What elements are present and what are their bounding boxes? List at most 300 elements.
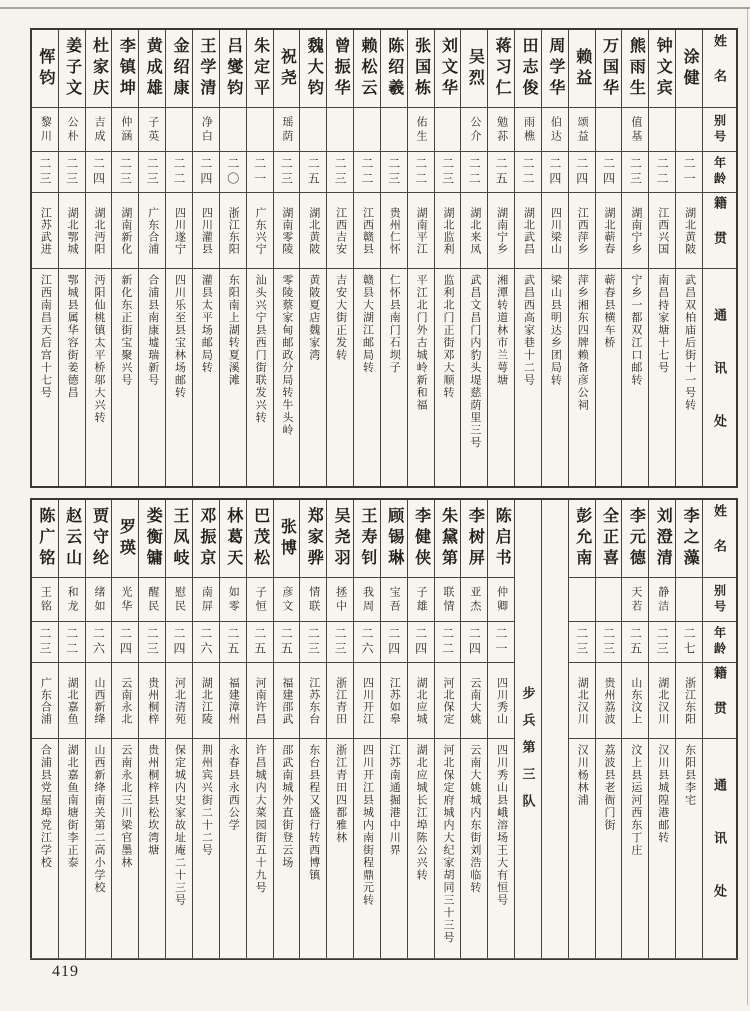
person-native-place-cell: 四川梁山 [542,193,568,269]
person-age-cell: 二二 [649,152,675,193]
person-name-cell: 王寿钊 [354,500,380,578]
person-native-place-cell: 湖北应城 [408,663,434,739]
person-native-place-cell: 湖北汉川 [569,663,595,739]
person-name-cell: 田志俊 [515,30,541,108]
person-age-cell: 二三 [435,152,461,193]
person-native-place-cell: 江西萍乡 [569,193,595,269]
person-alias-cell [354,108,380,152]
person-column [541,30,568,486]
blank-column [541,500,568,958]
person-age-cell: 二三 [59,152,85,193]
person-native-place-cell: 四川开江 [354,663,380,739]
person-column [460,30,487,486]
person-name-cell: 金绍康 [166,30,192,108]
person-address-cell: 新化东正街宝聚兴号 [119,274,132,387]
person-age-cell: 二二 [59,622,85,663]
person-alias-cell [596,108,622,152]
person-name-cell: 刘澄清 [649,500,675,578]
person-age-cell: 二三 [327,152,353,193]
person-column [246,500,273,958]
person-address-cell: 蕲春县横车桥 [603,274,616,349]
person-name-cell: 涂健 [676,30,702,108]
person-name-cell: 赖益 [569,30,595,108]
person-age-cell: 二四 [569,152,595,193]
person-address-cell: 吉安大街正发转 [334,274,347,362]
person-column [514,30,541,486]
person-name-cell: 吴尧羽 [327,500,353,578]
person-native-place-cell: 云南永北 [112,663,138,739]
person-address-cell: 湖北应城长江埠陈公兴转 [415,744,428,882]
person-name-cell: 张博 [274,500,300,578]
person-age-cell: 二三 [112,152,138,193]
person-column [380,30,407,486]
person-column [380,500,407,958]
person-age-cell: 二六 [193,622,219,663]
person-address-cell: 东阳南上湖转夏溪滩 [227,274,240,387]
person-age-cell: 二三 [569,622,595,663]
person-column [621,500,648,958]
person-name-cell: 陈绍羲 [381,30,407,108]
person-age-cell: 二三 [596,622,622,663]
unit-label-column [514,500,541,958]
person-column [460,500,487,958]
person-name-cell: 吕燮钧 [220,30,246,108]
person-column [675,500,702,958]
person-address-cell: 平江北门外古城岭新和福 [415,274,428,412]
header-alias: 别号 [703,108,736,152]
person-native-place-cell: 湖北鄂城 [59,193,85,269]
person-address-cell: 监利北门正街邓大顺转 [441,274,454,399]
person-alias-cell [435,108,461,152]
person-address-cell: 四川秀山县峨溶场王大有恒号 [495,744,508,907]
scan-edge-top [0,7,750,9]
person-native-place-cell: 湖北沔阳 [86,193,112,269]
person-address-cell: 贵州桐梓县松坎湾塘 [146,744,159,857]
person-age-cell: 二一 [676,152,702,193]
person-column [111,30,138,486]
person-native-place-cell: 江西赣县 [354,193,380,269]
person-name-cell: 娄衡镛 [139,500,165,578]
person-address-cell: 浙江青田四都雅林 [334,744,347,844]
person-column [32,30,58,486]
person-native-place-cell: 湖北嘉鱼 [59,663,85,739]
person-name-cell: 邓振京 [193,500,219,578]
person-name-cell: 李元德 [622,500,648,578]
person-column [487,30,514,486]
person-column [326,30,353,486]
person-address-cell: 武昌西高家巷十二号 [522,274,535,387]
person-address-cell: 湘潭转道林市兰萼塘 [495,274,508,387]
person-address-cell: 南昌持家塘十七号 [656,274,669,374]
roster-table-top [30,28,738,488]
person-native-place-cell: 山西新绛 [86,663,112,739]
person-column [111,500,138,958]
person-native-place-cell: 贵州荔波 [596,663,622,739]
person-native-place-cell: 山东汶上 [622,663,648,739]
person-name-cell: 万国华 [596,30,622,108]
person-age-cell: 二四 [86,152,112,193]
person-column [85,500,112,958]
person-native-place-cell: 福建漳州 [220,663,246,739]
person-age-cell: 二二 [515,152,541,193]
person-alias-cell: 慰民 [166,578,192,622]
header-native-place: 籍贯 [703,663,736,739]
person-native-place-cell: 湖北蕲春 [596,193,622,269]
person-alias-cell: 联情 [435,578,461,622]
person-alias-cell: 彦文 [274,578,300,622]
person-age-cell: 二三 [139,152,165,193]
person-native-place-cell: 浙江青田 [327,663,353,739]
person-alias-cell: 净白 [193,108,219,152]
person-alias-cell [676,108,702,152]
person-alias-cell [166,108,192,152]
person-alias-cell [596,578,622,622]
person-name-cell: 全正喜 [596,500,622,578]
person-native-place-cell: 湖南宁乡 [488,193,514,269]
person-alias-cell: 子英 [139,108,165,152]
person-age-cell: 二三 [139,622,165,663]
person-alias-cell: 天若 [622,578,648,622]
person-column [219,30,246,486]
header-native-place: 籍贯 [703,193,736,269]
person-address-cell: 四川开江县城内南街程鼎元转 [361,744,374,907]
person-alias-cell: 王铭 [32,578,58,622]
person-address-cell: 江西南昌天后宫十七号 [39,274,52,399]
person-age-cell: 二二 [408,152,434,193]
header-alias: 别号 [703,578,736,622]
header-address: 通讯处 [712,778,727,937]
person-address-cell: 汉川杨林浦 [576,744,589,807]
person-alias-cell: 值基 [622,108,648,152]
person-column [326,500,353,958]
person-name-cell: 钟文宾 [649,30,675,108]
person-column [353,500,380,958]
person-name-cell: 周学华 [542,30,568,108]
person-native-place-cell: 湖北监利 [435,193,461,269]
person-alias-cell: 醒民 [139,578,165,622]
person-age-cell: 二四 [193,152,219,193]
header-column [702,500,736,958]
person-column [487,500,514,958]
person-age-cell: 二四 [596,152,622,193]
person-age-cell: 二四 [408,622,434,663]
person-address-cell: 四川乐至县宝林场邮转 [173,274,186,399]
person-name-cell: 朱黛第 [435,500,461,578]
person-name-cell: 李健侠 [408,500,434,578]
person-column [165,30,192,486]
person-alias-cell [220,108,246,152]
person-column [32,500,58,958]
person-age-cell: 二三 [649,622,675,663]
person-alias-cell [649,108,675,152]
person-native-place-cell: 湖北汉川 [649,663,675,739]
person-age-cell: 二五 [220,622,246,663]
person-alias-cell: 情联 [300,578,326,622]
person-column [246,30,273,486]
scan-edge-right [747,7,748,1005]
person-address-cell: 江苏南通掘港中川界 [388,744,401,857]
person-age-cell: 二六 [354,622,380,663]
person-address-cell: 汶上县运河西东丁庄 [629,744,642,857]
person-age-cell: 二一 [488,622,514,663]
unit-label: 步兵第三队 [520,686,536,821]
person-native-place-cell: 福建邵武 [274,663,300,739]
person-address-cell: 荔波县老衙门街 [603,744,616,832]
person-alias-cell: 雨樵 [515,108,541,152]
person-column [675,30,702,486]
person-alias-cell: 南屏 [193,578,219,622]
person-alias-cell [247,108,273,152]
person-column [299,500,326,958]
person-native-place-cell: 江苏武进 [32,193,58,269]
person-column [407,500,434,958]
person-column [273,30,300,486]
person-age-cell: 二四 [461,622,487,663]
person-column [434,30,461,486]
person-alias-cell: 仲涵 [112,108,138,152]
person-name-cell: 曾振华 [327,30,353,108]
person-alias-cell: 绪如 [86,578,112,622]
header-column [702,30,736,486]
person-age-cell: 二四 [542,152,568,193]
person-address-cell: 保定城内史家故址庵二十三号 [173,744,186,907]
person-address-cell: 荆州宾兴街二十二号 [200,744,213,857]
person-address-cell: 黄陂夏店魏家湾 [307,274,320,362]
person-alias-cell: 瑶荫 [274,108,300,152]
person-name-cell: 罗瑛 [112,500,138,578]
header-age: 年龄 [703,152,736,193]
person-column [648,30,675,486]
person-column [85,30,112,486]
person-alias-cell: 吉成 [86,108,112,152]
person-alias-cell: 光华 [112,578,138,622]
person-name-cell: 李树屏 [461,500,487,578]
person-name-cell: 张国栋 [408,30,434,108]
person-address-cell: 赣县大湖江邮局转 [361,274,374,374]
person-name-cell: 恽钧 [32,30,58,108]
person-address-cell: 合浦县南康墟瑞新号 [146,274,159,387]
person-address-cell: 邵武南城外直街登云场 [280,744,293,869]
person-column [407,30,434,486]
person-name-cell: 林葛天 [220,500,246,578]
person-alias-cell: 公朴 [59,108,85,152]
person-alias-cell [381,108,407,152]
person-age-cell: 二三 [274,152,300,193]
person-address-cell: 合浦县党屋埠党江学校 [39,744,52,869]
person-column [353,30,380,486]
person-name-cell: 王凤岐 [166,500,192,578]
person-native-place-cell: 江苏如皋 [381,663,407,739]
header-name: 姓名 [703,500,736,578]
person-name-cell: 赖松云 [354,30,380,108]
person-alias-cell: 我周 [354,578,380,622]
person-alias-cell [327,108,353,152]
person-native-place-cell: 广东合浦 [139,193,165,269]
person-alias-cell [300,108,326,152]
person-age-cell: 二三 [300,622,326,663]
person-age-cell: 二五 [622,622,648,663]
person-column [219,500,246,958]
header-address: 通讯处 [712,308,727,467]
person-alias-cell: 子雄 [408,578,434,622]
person-alias-cell: 佑生 [408,108,434,152]
header-age: 年龄 [703,622,736,663]
person-native-place-cell: 四川秀山 [488,663,514,739]
person-age-cell: 二四 [112,622,138,663]
person-alias-cell: 宝吾 [381,578,407,622]
person-column [192,30,219,486]
person-name-cell: 贾守纶 [86,500,112,578]
person-alias-cell: 亚杰 [461,578,487,622]
person-age-cell: 二四 [166,622,192,663]
person-native-place-cell: 广东兴宁 [247,193,273,269]
person-alias-cell: 公介 [461,108,487,152]
person-native-place-cell: 浙江东阳 [220,193,246,269]
person-address-cell: 云南永北三川梁官墨林 [119,744,132,869]
person-age-cell: 二六 [86,622,112,663]
person-name-cell: 黄成雄 [139,30,165,108]
person-column [568,500,595,958]
person-address-cell: 湖北嘉鱼南塘街李正泰 [66,744,79,869]
person-alias-cell: 颂益 [569,108,595,152]
person-alias-cell: 拯中 [327,578,353,622]
person-alias-cell: 子恒 [247,578,273,622]
person-name-cell: 蒋习仁 [488,30,514,108]
person-name-cell: 彭允南 [569,500,595,578]
person-address-cell: 鄂城县属华容街姜德昌 [66,274,79,399]
person-address-cell: 梁山县明达乡团局转 [549,274,562,387]
person-name-cell: 王学清 [193,30,219,108]
person-alias-cell: 黎川 [32,108,58,152]
person-column [165,500,192,958]
person-age-cell: 二五 [488,152,514,193]
person-native-place-cell: 湖南零陵 [274,193,300,269]
person-age-cell: 二二 [435,622,461,663]
person-column [192,500,219,958]
person-alias-cell [676,578,702,622]
person-name-cell: 巴茂松 [247,500,273,578]
person-name-cell: 杜家庆 [86,30,112,108]
person-name-cell: 刘文华 [435,30,461,108]
person-native-place-cell: 贵州仁怀 [381,193,407,269]
person-native-place-cell: 湖南宁乡 [622,193,648,269]
person-address-cell: 灌县太平场邮局转 [200,274,213,374]
person-native-place-cell: 四川灌县 [193,193,219,269]
person-address-cell: 宁乡一都双江口邮转 [629,274,642,387]
person-column [138,500,165,958]
person-address-cell: 萍乡湘东四牌赖备彦公祠 [576,274,589,412]
person-age-cell: 二三 [32,152,58,193]
person-alias-cell: 勉荪 [488,108,514,152]
person-name-cell: 陈广铭 [32,500,58,578]
person-column [595,30,622,486]
person-name-cell: 陈启书 [488,500,514,578]
person-column [299,30,326,486]
person-column [595,500,622,958]
person-age-cell: 二〇 [220,152,246,193]
person-age-cell: 二三 [622,152,648,193]
person-name-cell: 李之藻 [676,500,702,578]
person-native-place-cell: 浙江东阳 [676,663,702,739]
person-name-cell: 祝尧 [274,30,300,108]
person-address-cell: 河北保定府城内大纪家胡同三十三号 [441,744,454,944]
person-native-place-cell: 江西兴国 [649,193,675,269]
person-name-cell: 李镇坤 [112,30,138,108]
person-native-place-cell: 河北保定 [435,663,461,739]
person-address-cell: 许昌城内大菜园街五十九号 [254,744,267,894]
person-name-cell: 魏大钧 [300,30,326,108]
person-age-cell: 二七 [676,622,702,663]
person-native-place-cell: 河北清苑 [166,663,192,739]
person-address-cell: 沔阳仙桃镇太平桥邬大兴转 [93,274,106,424]
person-column [648,500,675,958]
person-address-cell: 东台县程又盛行转西博镇 [307,744,320,882]
person-age-cell: 二二 [166,152,192,193]
person-column [138,30,165,486]
person-age-cell: 二三 [32,622,58,663]
person-alias-cell: 仲卿 [488,578,514,622]
person-column [434,500,461,958]
person-age-cell: 二五 [300,152,326,193]
person-column [58,500,85,958]
person-alias-cell: 如零 [220,578,246,622]
person-age-cell: 二四 [381,622,407,663]
person-column [621,30,648,486]
person-age-cell: 二二 [354,152,380,193]
person-native-place-cell: 四川遂宁 [166,193,192,269]
person-name-cell: 赵云山 [59,500,85,578]
person-column [273,500,300,958]
person-native-place-cell: 江苏东台 [300,663,326,739]
person-age-cell: 二三 [327,622,353,663]
person-address-cell: 山西新绛南关第二高小学校 [93,744,106,894]
person-address-cell: 汉川县城隍港邮转 [656,744,669,844]
person-name-cell: 熊雨生 [622,30,648,108]
person-native-place-cell: 湖北武昌 [515,193,541,269]
person-age-cell: 二五 [274,622,300,663]
person-native-place-cell: 湖南平江 [408,193,434,269]
person-alias-cell: 伯达 [542,108,568,152]
header-name: 姓名 [703,30,736,108]
person-address-cell: 零陵蔡家甸邮政分局转牛头岭 [280,274,293,437]
person-native-place-cell: 广东合浦 [32,663,58,739]
person-alias-cell [569,578,595,622]
person-alias-cell: 和龙 [59,578,85,622]
person-name-cell: 朱定平 [247,30,273,108]
person-address-cell: 武昌文昌门内豹头堤慈荫里三号 [468,274,481,449]
person-column [568,30,595,486]
person-native-place-cell: 湖北来凤 [461,193,487,269]
person-address-cell: 仁怀县南门石坝子 [388,274,401,374]
person-age-cell: 二三 [381,152,407,193]
person-age-cell: 二五 [247,622,273,663]
person-native-place-cell: 湖北江陵 [193,663,219,739]
person-age-cell: 二二 [461,152,487,193]
person-address-cell: 武昌双柏庙后街十一号转 [683,274,696,412]
person-name-cell: 郑家骅 [300,500,326,578]
person-address-cell: 永春县永西公学 [227,744,240,832]
person-native-place-cell: 湖北黄陂 [676,193,702,269]
person-native-place-cell: 湖北黄陂 [300,193,326,269]
person-name-cell: 姜子文 [59,30,85,108]
person-alias-cell: 静洁 [649,578,675,622]
person-address-cell: 汕头兴宁县西门街联发兴转 [254,274,267,424]
person-native-place-cell: 云南大姚 [461,663,487,739]
roster-table-bottom [30,498,738,960]
person-address-cell: 东阳县李宅 [683,744,696,807]
person-name-cell: 吴烈 [461,30,487,108]
person-native-place-cell: 贵州桐梓 [139,663,165,739]
